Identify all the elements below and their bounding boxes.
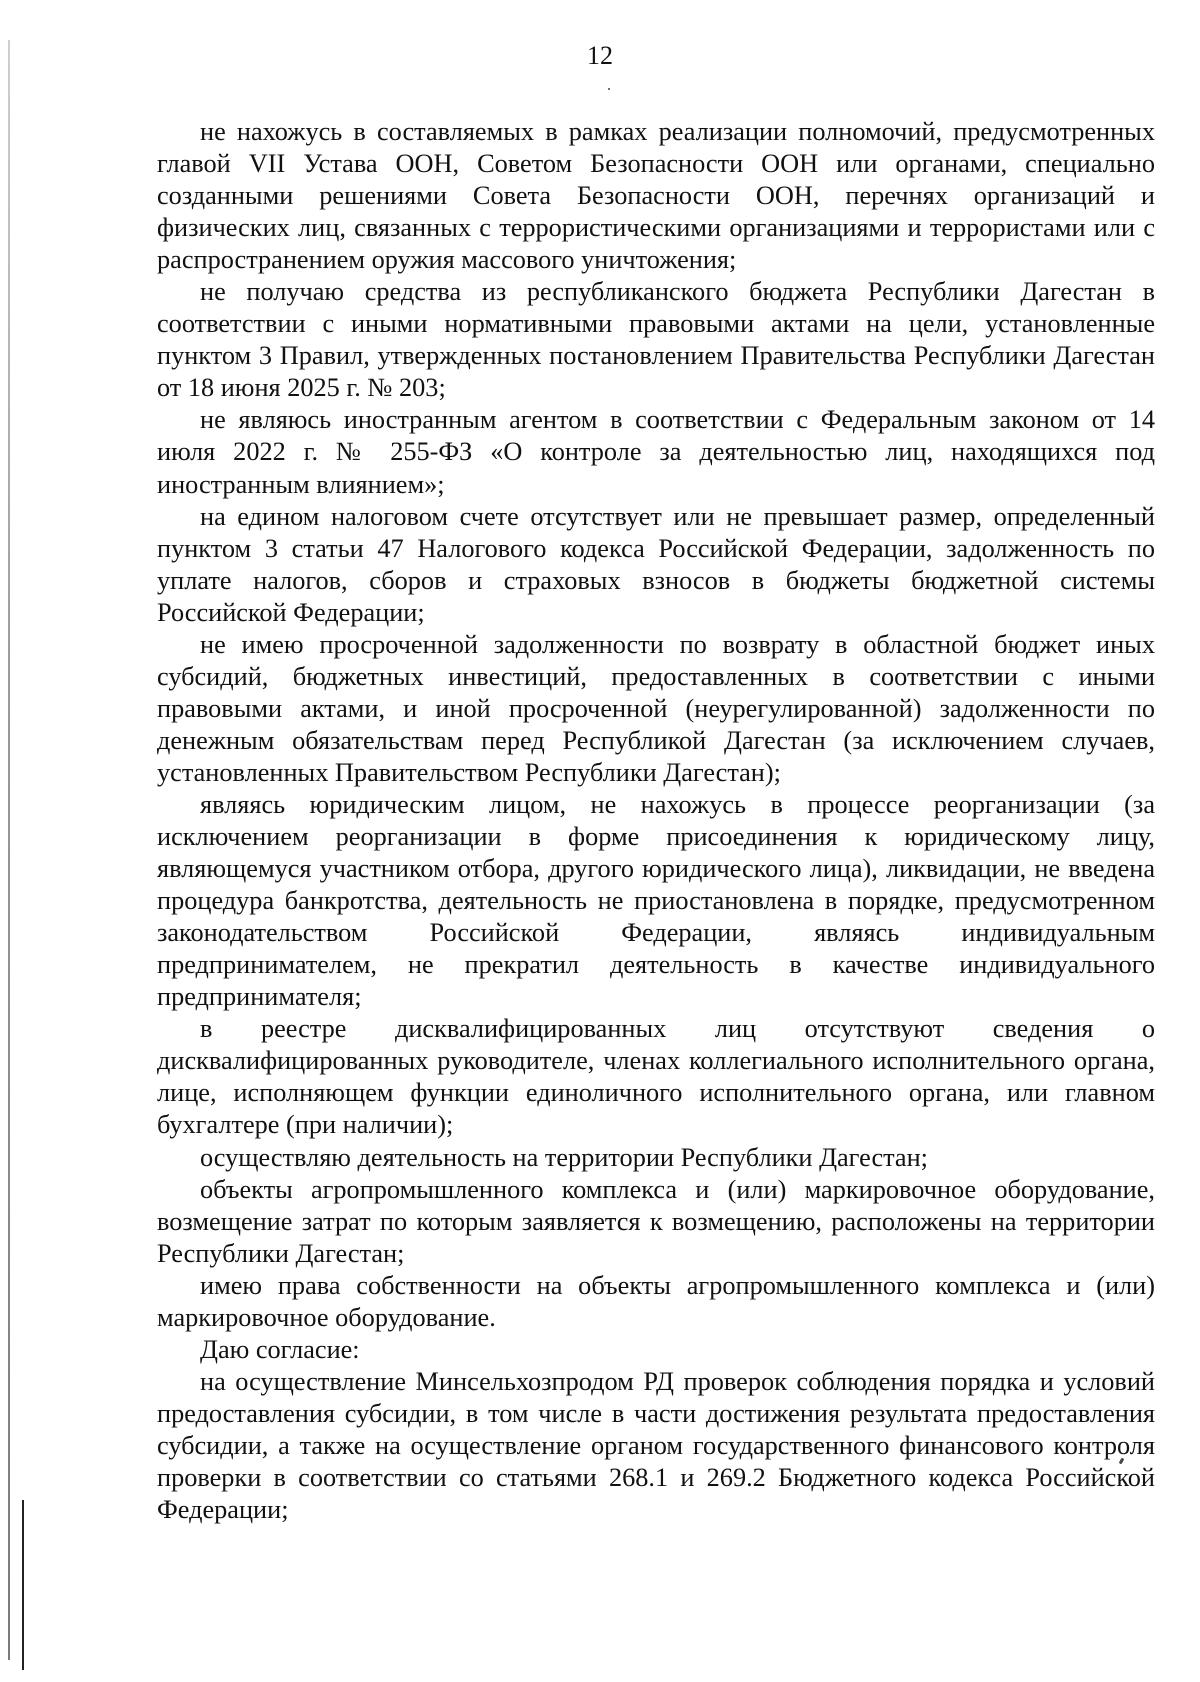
- paragraph-disqualified-registry: в реестре дисквалифицированных лиц отсутствуют сведения о дисквалифицированных руководителе, членах коллегиального исполнительного органа, лице, исполняющем функции единоличного исполнительного органа, или главном бухгалтере (при наличии);: [157, 1014, 1155, 1140]
- page-number: 12: [587, 41, 613, 70]
- paragraph-activity-territory: осуществляю деятельность на территории Республики Дагестан;: [200, 1142, 928, 1172]
- paragraph-no-overdue-debt: не имею просроченной задолженности по возврату в областной бюджет иных субсидий, бюджетных инвестиций, предоставленных в соответствии с иными правовыми актами, и иной просроченной (неурегулированной) задолженности по денежным обязательствам перед Республикой Дагестан (за исключением случаев, установленных Правительством Республики Дагестан);: [157, 629, 1155, 787]
- paragraph-un-sanctions: не нахожусь в составляемых в рамках реализации полномочий, предусмотренных главой VII Устава ООН, Советом Безопасности ООН или органами, специально созданными решениями Совета Безопасности ООН, перечнях организаций и физических лиц, связанных с террористическими организациями и террористами или с распространением оружия массового уничтожения;: [157, 117, 1155, 275]
- document-body: [157, 116, 1155, 1526]
- scan-edge-mark: [22, 1500, 24, 1670]
- paragraph-not-foreign-agent: не являюсь иностранным агентом в соответствии с Федеральным законом от 14 июля 2022 г. № 255-ФЗ «О контроле за деятельностью лиц, находящихся под иностранным влиянием»;: [157, 405, 1155, 499]
- paragraph-objects-location: объекты агропромышленного комплекса и (или) маркировочное оборудование, возмещение затрат по которым заявляется к возмещению, расположены на территории Республики Дагестан;: [157, 1174, 1155, 1268]
- scan-edge-line: [8, 40, 10, 1660]
- paragraph-consent-inspections: на осуществление Минсельхозпродом РД проверок соблюдения порядка и условий предоставления субсидии, в том числе в части достижения результата предоставления субсидии, а также на осуществление органом государственного финансового контроля проверки в соответствии со статьями 268.1 и 269.2 Бюджетного кодекса Российской Федерации;: [157, 1366, 1155, 1525]
- paragraph-consent-heading: Даю согласие:: [200, 1334, 360, 1364]
- paragraph-no-reorganization: являясь юридическим лицом, не нахожусь в процессе реорганизации (за исключением реорганизации в форме присоединения к юридическому лицу, являющемуся участником отбора, другого юридического лица), ликвидации, не введена процедура банкротства, деятельность не приостановлена в порядке, предусмотренном законодательством Российской Федерации, являясь индивидуальным предпринимателем, не прекратил деятельность в качестве индивидуального предпринимателя;: [157, 789, 1155, 1012]
- paragraph-tax-account: на едином налоговом счете отсутствует или не превышает размер, определенный пунктом 3 статьи 47 Налогового кодекса Российской Федерации, задолженность по уплате налогов, сборов и страховых взносов в бюджеты бюджетной системы Российской Федерации;: [157, 501, 1155, 627]
- paragraph-no-budget-funds: не получаю средства из республиканского бюджета Республики Дагестан в соответствии с иными нормативными правовыми актами на цели, установленные пунктом 3 Правил, утвержденных постановлением Правительства Республики Дагестан от 18 июня 2025 г. № 203;: [157, 277, 1155, 403]
- paragraph-ownership-rights: имею права собственности на объекты агропромышленного комплекса и (или) маркировочное оборудование.: [157, 1270, 1155, 1332]
- scan-speck: [608, 88, 610, 90]
